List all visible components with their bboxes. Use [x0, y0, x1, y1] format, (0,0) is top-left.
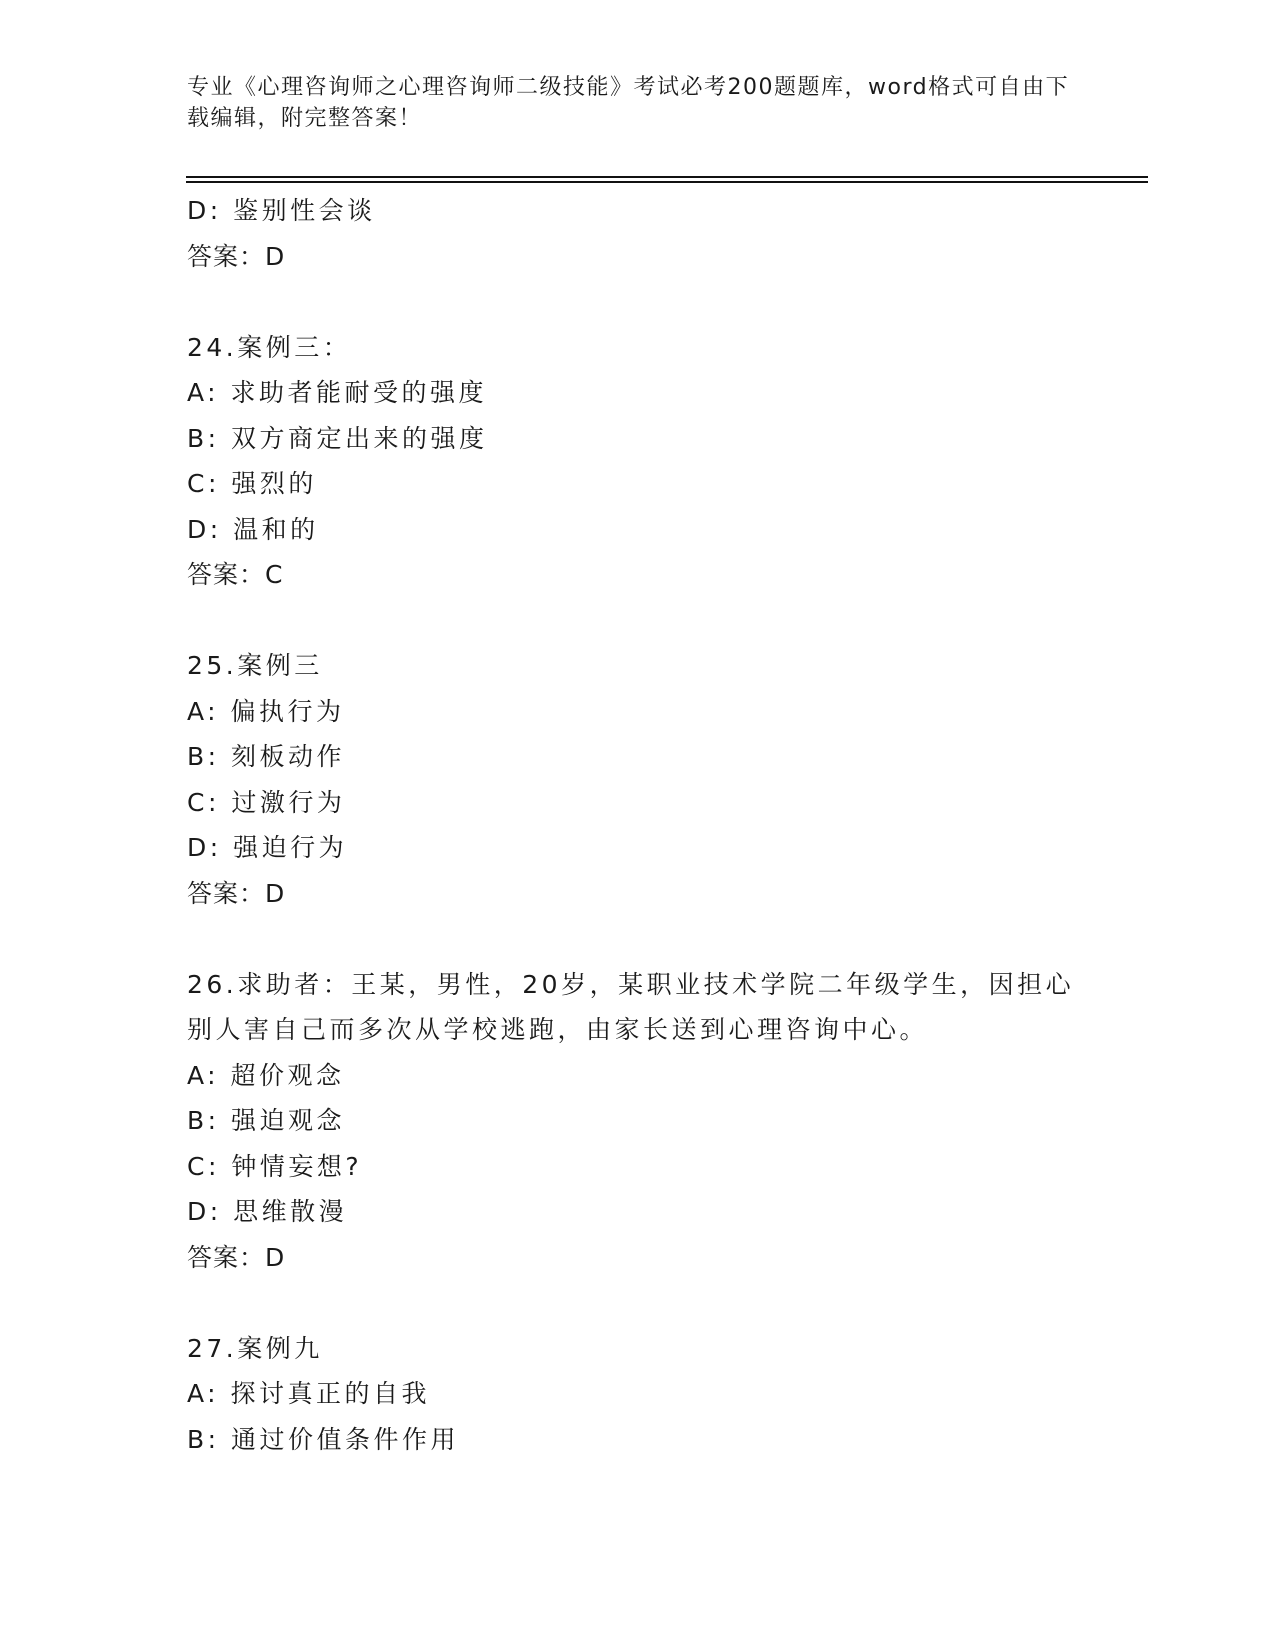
question-stem: 26.求助者：王某，男性，20岁，某职业技术学院二年级学生，因担心 — [187, 969, 1075, 999]
document-header: 专业《心理咨询师之心理咨询师二级技能》考试必考200题题库，word格式可自由下载编辑，附完整答案！ — [187, 75, 1070, 131]
answer-line: 答案：D — [187, 878, 286, 908]
option-a: A: 超价观念 — [187, 1060, 345, 1090]
option-b: B: 强迫观念 — [187, 1106, 346, 1135]
question-stem: 24.案例三： — [187, 332, 352, 362]
option-a: A: 探讨真正的自我 — [187, 1379, 431, 1408]
option-d: D: 鉴别性会谈 — [187, 196, 376, 225]
option-d: D: 强迫行为 — [187, 833, 348, 862]
option-b: B: 通过价值条件作用 — [187, 1424, 460, 1454]
spacer — [187, 279, 1087, 325]
question-stem: 25.案例三 — [187, 651, 323, 680]
option-b: B: 双方商定出来的强度 — [187, 423, 488, 453]
option-a: A: 求助者能耐受的强度 — [187, 378, 488, 407]
answer-line: 答案：D — [187, 1242, 286, 1272]
answer-line: 答案：C — [187, 560, 284, 589]
question-stem: 27.案例九 — [187, 1333, 323, 1363]
question-stem-continuation: 别人害自己而多次从学校逃跑，由家长送到心理咨询中心。 — [187, 1015, 929, 1044]
option-a: A: 偏执行为 — [187, 696, 345, 726]
answer-line: 答案：D — [187, 241, 286, 271]
option-c: C: 钟情妄想? — [187, 1151, 363, 1181]
option-d: D: 温和的 — [187, 514, 319, 544]
option-b: B: 刻板动作 — [187, 742, 346, 771]
header-rule-bottom — [186, 181, 1148, 183]
question-list — [187, 188, 1087, 1462]
spacer — [187, 916, 1087, 962]
spacer — [187, 598, 1087, 644]
option-c: C: 过激行为 — [187, 787, 346, 817]
header-rule-top — [186, 176, 1148, 178]
option-c: C: 强烈的 — [187, 469, 317, 498]
option-d: D: 思维散漫 — [187, 1197, 348, 1226]
spacer — [187, 1280, 1087, 1326]
